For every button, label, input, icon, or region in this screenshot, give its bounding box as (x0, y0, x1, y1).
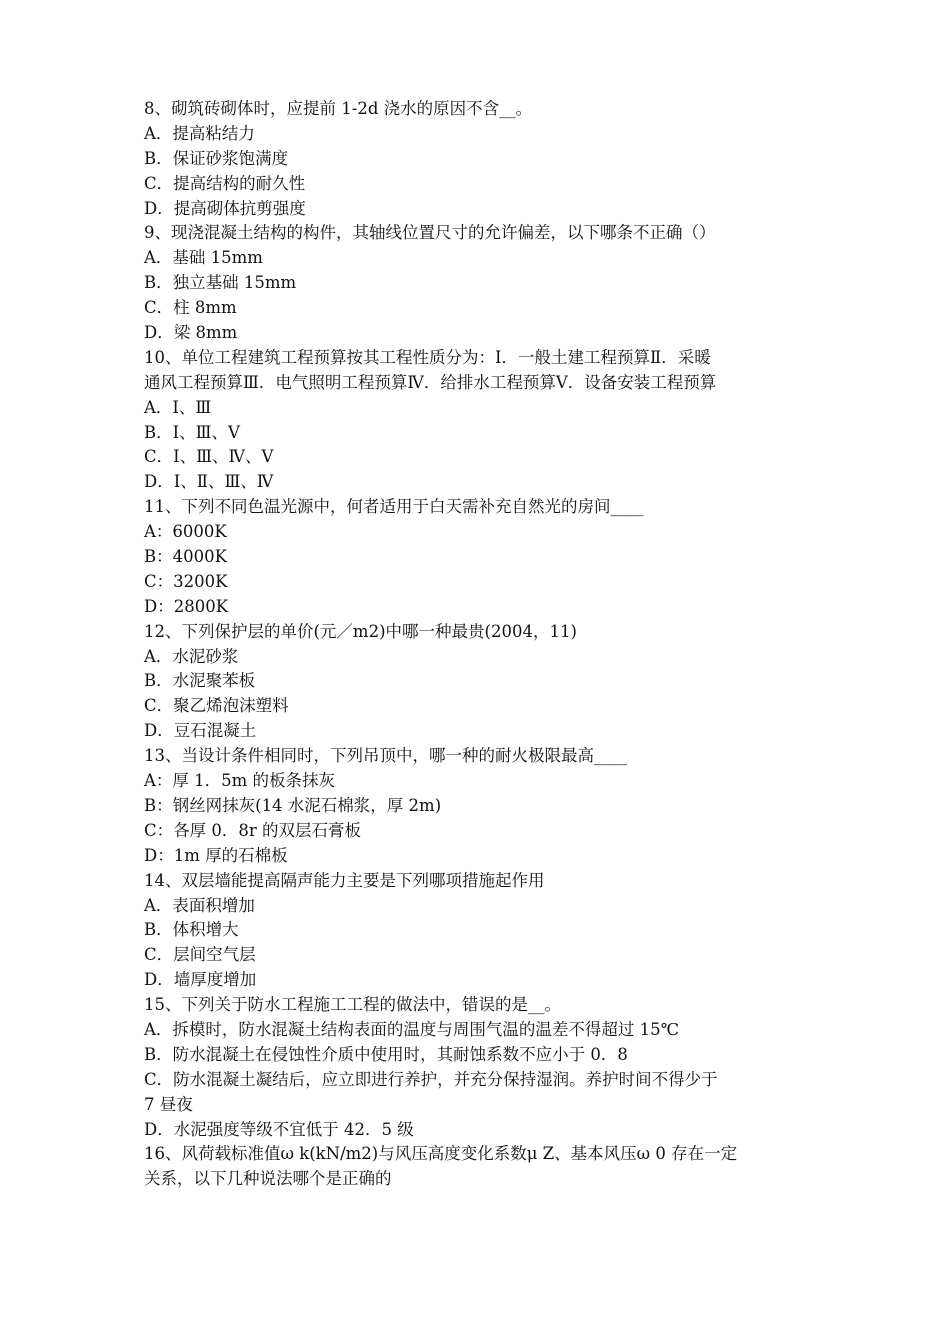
question-12-option-b: B．水泥聚苯板 (144, 671, 256, 691)
question-14-stem: 14、双层墙能提高隔声能力主要是下列哪项措施起作用 (144, 870, 545, 890)
question-15-stem: 15、下列关于防水工程施工工程的做法中，错误的是__。 (144, 995, 561, 1015)
question-11-stem: 11、下列不同色温光源中，何者适用于白天需补充自然光的房间____ (144, 497, 644, 517)
question-12-option-c: C．聚乙烯泡沫塑料 (144, 696, 289, 716)
question-13-option-a: A：厚 1．5m 的板条抹灰 (144, 771, 336, 791)
question-8-option-b: B．保证砂浆饱满度 (144, 148, 289, 168)
question-15-option-c-line-2: 7 昼夜 (144, 1094, 193, 1114)
question-15-option-b: B．防水混凝土在侵蚀性介质中使用时，其耐蚀系数不应小于 0．8 (144, 1044, 628, 1064)
question-10-option-c: C．Ⅰ、Ⅲ、Ⅳ、Ⅴ (144, 447, 274, 467)
question-10-stem-line-1: 10、单位工程建筑工程预算按其工程性质分为：Ⅰ．一般土建工程预算Ⅱ．采暖 (144, 347, 711, 367)
question-10-stem-line-2: 通风工程预算Ⅲ．电气照明工程预算Ⅳ．给排水工程预算Ⅴ．设备安装工程预算 (144, 372, 717, 392)
question-11-option-c: C：3200K (144, 571, 228, 591)
question-13-option-b: B：钢丝网抹灰(14 水泥石棉浆，厚 2m) (144, 795, 442, 815)
question-14-option-a: A．表面积增加 (144, 895, 255, 915)
question-13-option-c: C：各厚 0．8r 的双层石膏板 (144, 820, 361, 840)
question-9-stem: 9、现浇混凝土结构的构件，其轴线位置尺寸的允许偏差，以下哪条不正确（） (144, 223, 716, 243)
question-9-option-a: A．基础 15mm (144, 248, 263, 268)
question-10-option-d: D．Ⅰ、Ⅱ、Ⅲ、Ⅳ (144, 472, 274, 492)
question-9-option-d: D．梁 8mm (144, 323, 238, 343)
question-8-option-d: D．提高砌体抗剪强度 (144, 198, 306, 218)
question-14-option-b: B．体积增大 (144, 920, 239, 940)
question-11-option-d: D：2800K (144, 596, 229, 616)
question-15-option-a: A．拆模时，防水混凝土结构表面的温度与周围气温的温差不得超过 15℃ (144, 1019, 680, 1039)
question-13-stem: 13、当设计条件相同时，下列吊顶中，哪一种的耐火极限最高____ (144, 746, 627, 766)
question-12-stem: 12、下列保护层的单价(元／m2)中哪一种最贵(2004，11) (144, 621, 577, 641)
question-10-option-b: B．Ⅰ、Ⅲ、Ⅴ (144, 422, 240, 442)
question-16-stem-line-1: 16、风荷载标准值ω k(kN/m2)与风压高度变化系数μ Z、基本风压ω 0 存在一定 (144, 1144, 738, 1164)
question-16-stem-line-2: 关系，以下几种说法哪个是正确的 (144, 1169, 392, 1189)
question-13-option-d: D：1m 厚的石棉板 (144, 845, 288, 865)
question-8-option-a: A．提高粘结力 (144, 123, 255, 143)
question-11-option-b: B：4000K (144, 547, 227, 567)
question-14-option-d: D．墙厚度增加 (144, 970, 257, 990)
question-8-stem: 8、砌筑砖砌体时，应提前 1-2d 浇水的原因不含__。 (144, 99, 533, 118)
question-8-option-c: C．提高结构的耐久性 (144, 173, 306, 193)
question-15-option-d: D．水泥强度等级不宜低于 42．5 级 (144, 1119, 414, 1139)
question-12-option-a: A．水泥砂浆 (144, 646, 239, 666)
question-14-option-c: C．层间空气层 (144, 945, 256, 965)
question-11-option-a: A：6000K (144, 522, 227, 542)
question-text-block (144, 97, 819, 1192)
question-9-option-c: C．柱 8mm (144, 298, 237, 318)
question-9-option-b: B．独立基础 15mm (144, 273, 297, 293)
question-15-option-c-line-1: C．防水混凝土凝结后，应立即进行养护，并充分保持湿润。养护时间不得少于 (144, 1069, 718, 1089)
question-10-option-a: A．Ⅰ、Ⅲ (144, 397, 212, 417)
question-12-option-d: D．豆石混凝土 (144, 721, 257, 741)
